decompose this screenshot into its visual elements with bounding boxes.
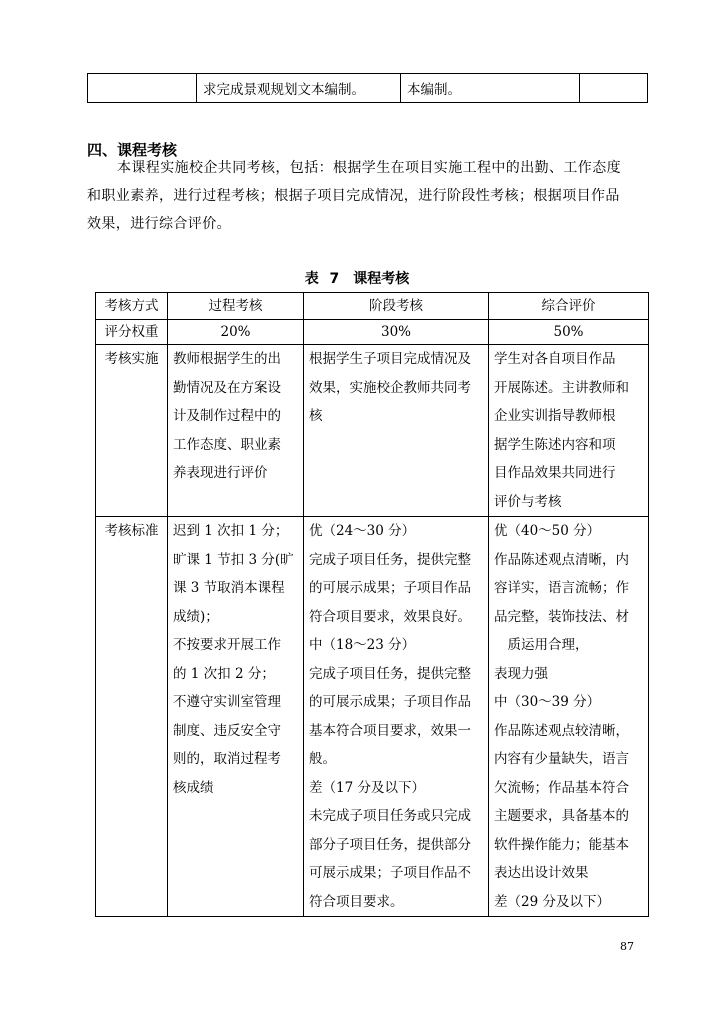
table-cell: 本编制。 xyxy=(401,74,580,103)
weight-row xyxy=(96,320,649,345)
cell-line: 企业实训指导教师根 xyxy=(494,408,616,424)
cell-line: 课 3 节取消本课程 xyxy=(173,580,285,596)
cell-line: 据学生陈述内容和项 xyxy=(494,436,616,453)
cell-line: 差（29 分及以下） xyxy=(494,893,610,910)
cell-line: 的可展示成果；子项目作品 xyxy=(309,694,471,710)
cell-line: 质运用合理， xyxy=(494,637,589,653)
cell-line: 未完成子项目任务或只完成 xyxy=(309,808,471,824)
header-cell: 过程考核 xyxy=(168,293,304,320)
cell-line: 基本符合项目要求，效果一 xyxy=(309,722,471,739)
cell-line: 迟到 1 次扣 1 分； xyxy=(173,523,289,539)
continuation-table xyxy=(87,73,648,103)
cell-line: 工作态度、职业素 xyxy=(173,436,281,453)
cell-line: 开展陈述。主讲教师和 xyxy=(494,379,629,396)
cell-line: 内容有少量缺失，语言 xyxy=(494,751,629,767)
standard-overall-cell xyxy=(489,517,649,917)
cell-line: 中（18～23 分） xyxy=(309,637,416,653)
cell-line: 效果，实施校企教师共同考 xyxy=(309,379,471,396)
assessment-table xyxy=(95,292,649,917)
cell-line: 表达出设计效果 xyxy=(494,865,589,881)
row-label: 考核实施 xyxy=(96,345,168,517)
cell-line: 核 xyxy=(309,408,323,424)
implementation-row xyxy=(96,345,649,517)
section-paragraph xyxy=(87,154,649,238)
table-cell xyxy=(88,74,197,103)
cell-line: 作品陈述观点较清晰， xyxy=(494,722,629,739)
paragraph-line: 效果，进行综合评价。 xyxy=(87,216,231,232)
impl-stage-cell xyxy=(304,345,489,517)
cell-line: 核成绩 xyxy=(173,779,214,796)
table-cell xyxy=(580,74,648,103)
cell-line: 优（24～30 分） xyxy=(309,523,416,539)
weight-value: 30% xyxy=(304,320,489,345)
table-row xyxy=(88,74,648,103)
standard-process-cell xyxy=(168,517,304,917)
cell-line: 养表现进行评价 xyxy=(173,465,268,481)
cell-line: 品完整，装饰技法、材 xyxy=(494,608,629,625)
cell-line: 勤情况及在方案设 xyxy=(173,379,281,396)
cell-line: 部分子项目任务，提供部分 xyxy=(309,836,471,853)
cell-line: 优（40～50 分） xyxy=(494,523,601,539)
cell-line: 可展示成果；子项目作品不 xyxy=(309,865,471,881)
row-label: 评分权重 xyxy=(96,320,168,345)
table-cell: 求完成景观规划文本编制。 xyxy=(197,74,401,103)
paragraph-line: 和职业素养，进行过程考核；根据子项目完成情况，进行阶段性考核；根据项目作品 xyxy=(87,188,620,204)
paragraph-line: 本课程实施校企共同考核，包括：根据学生在项目实施工程中的出勤、工作态度 xyxy=(117,160,621,176)
cell-line: 中（30～39 分） xyxy=(494,694,601,710)
section-heading: 四、课程考核 xyxy=(87,141,178,159)
cell-line: 完成子项目任务，提供完整 xyxy=(309,551,471,568)
cell-line: 符合项目要求。 xyxy=(309,893,404,910)
cell-line: 作品陈述观点清晰，内 xyxy=(494,551,629,568)
cell-line: 教师根据学生的出 xyxy=(173,351,281,367)
cell-line: 完成子项目任务，提供完整 xyxy=(309,665,471,682)
impl-overall-cell xyxy=(489,345,649,517)
weight-value: 20% xyxy=(168,320,304,345)
cell-line: 不按要求开展工作 xyxy=(173,637,281,653)
cell-line: 目作品效果共同进行 xyxy=(494,465,616,481)
cell-line: 不遵守实训室管理 xyxy=(173,694,281,710)
table-title: 表 7 课程考核 xyxy=(304,271,410,287)
cell-line: 欠流畅；作品基本符合 xyxy=(494,779,629,796)
cell-line: 般。 xyxy=(309,751,336,767)
cell-line: 计及制作过程中的 xyxy=(173,408,281,424)
cell-line: 主题要求，具备基本的 xyxy=(494,808,629,824)
cell-line: 评价与考核 xyxy=(494,493,562,510)
weight-value: 50% xyxy=(489,320,649,345)
cell-line: 则的，取消过程考 xyxy=(173,751,281,767)
standard-row xyxy=(96,517,649,917)
header-cell: 综合评价 xyxy=(489,293,649,320)
cell-line: 旷课 1 节扣 3 分(旷 xyxy=(173,551,294,568)
cell-line: 差（17 分及以下） xyxy=(309,779,425,796)
header-cell: 阶段考核 xyxy=(304,293,489,320)
cell-line: 根据学生子项目完成情况及 xyxy=(309,351,471,367)
table-header-row xyxy=(96,293,649,320)
cell-line: 的可展示成果；子项目作品 xyxy=(309,580,471,596)
cell-line: 容详实，语言流畅；作 xyxy=(494,580,629,596)
cell-line: 成绩)； xyxy=(173,608,219,625)
cell-line: 制度、违反安全守 xyxy=(173,722,281,739)
cell-line: 符合项目要求，效果良好。 xyxy=(309,608,471,625)
cell-line: 表现力强 xyxy=(494,665,548,682)
row-label: 考核标准 xyxy=(96,517,168,917)
cell-line: 软件操作能力；能基本 xyxy=(494,836,629,853)
page-number: 87 xyxy=(620,940,634,953)
standard-stage-cell xyxy=(304,517,489,917)
header-cell: 考核方式 xyxy=(96,293,168,320)
cell-line: 的 1 次扣 2 分； xyxy=(173,665,275,682)
impl-process-cell xyxy=(168,345,304,517)
cell-line: 学生对各自项目作品 xyxy=(494,351,616,367)
